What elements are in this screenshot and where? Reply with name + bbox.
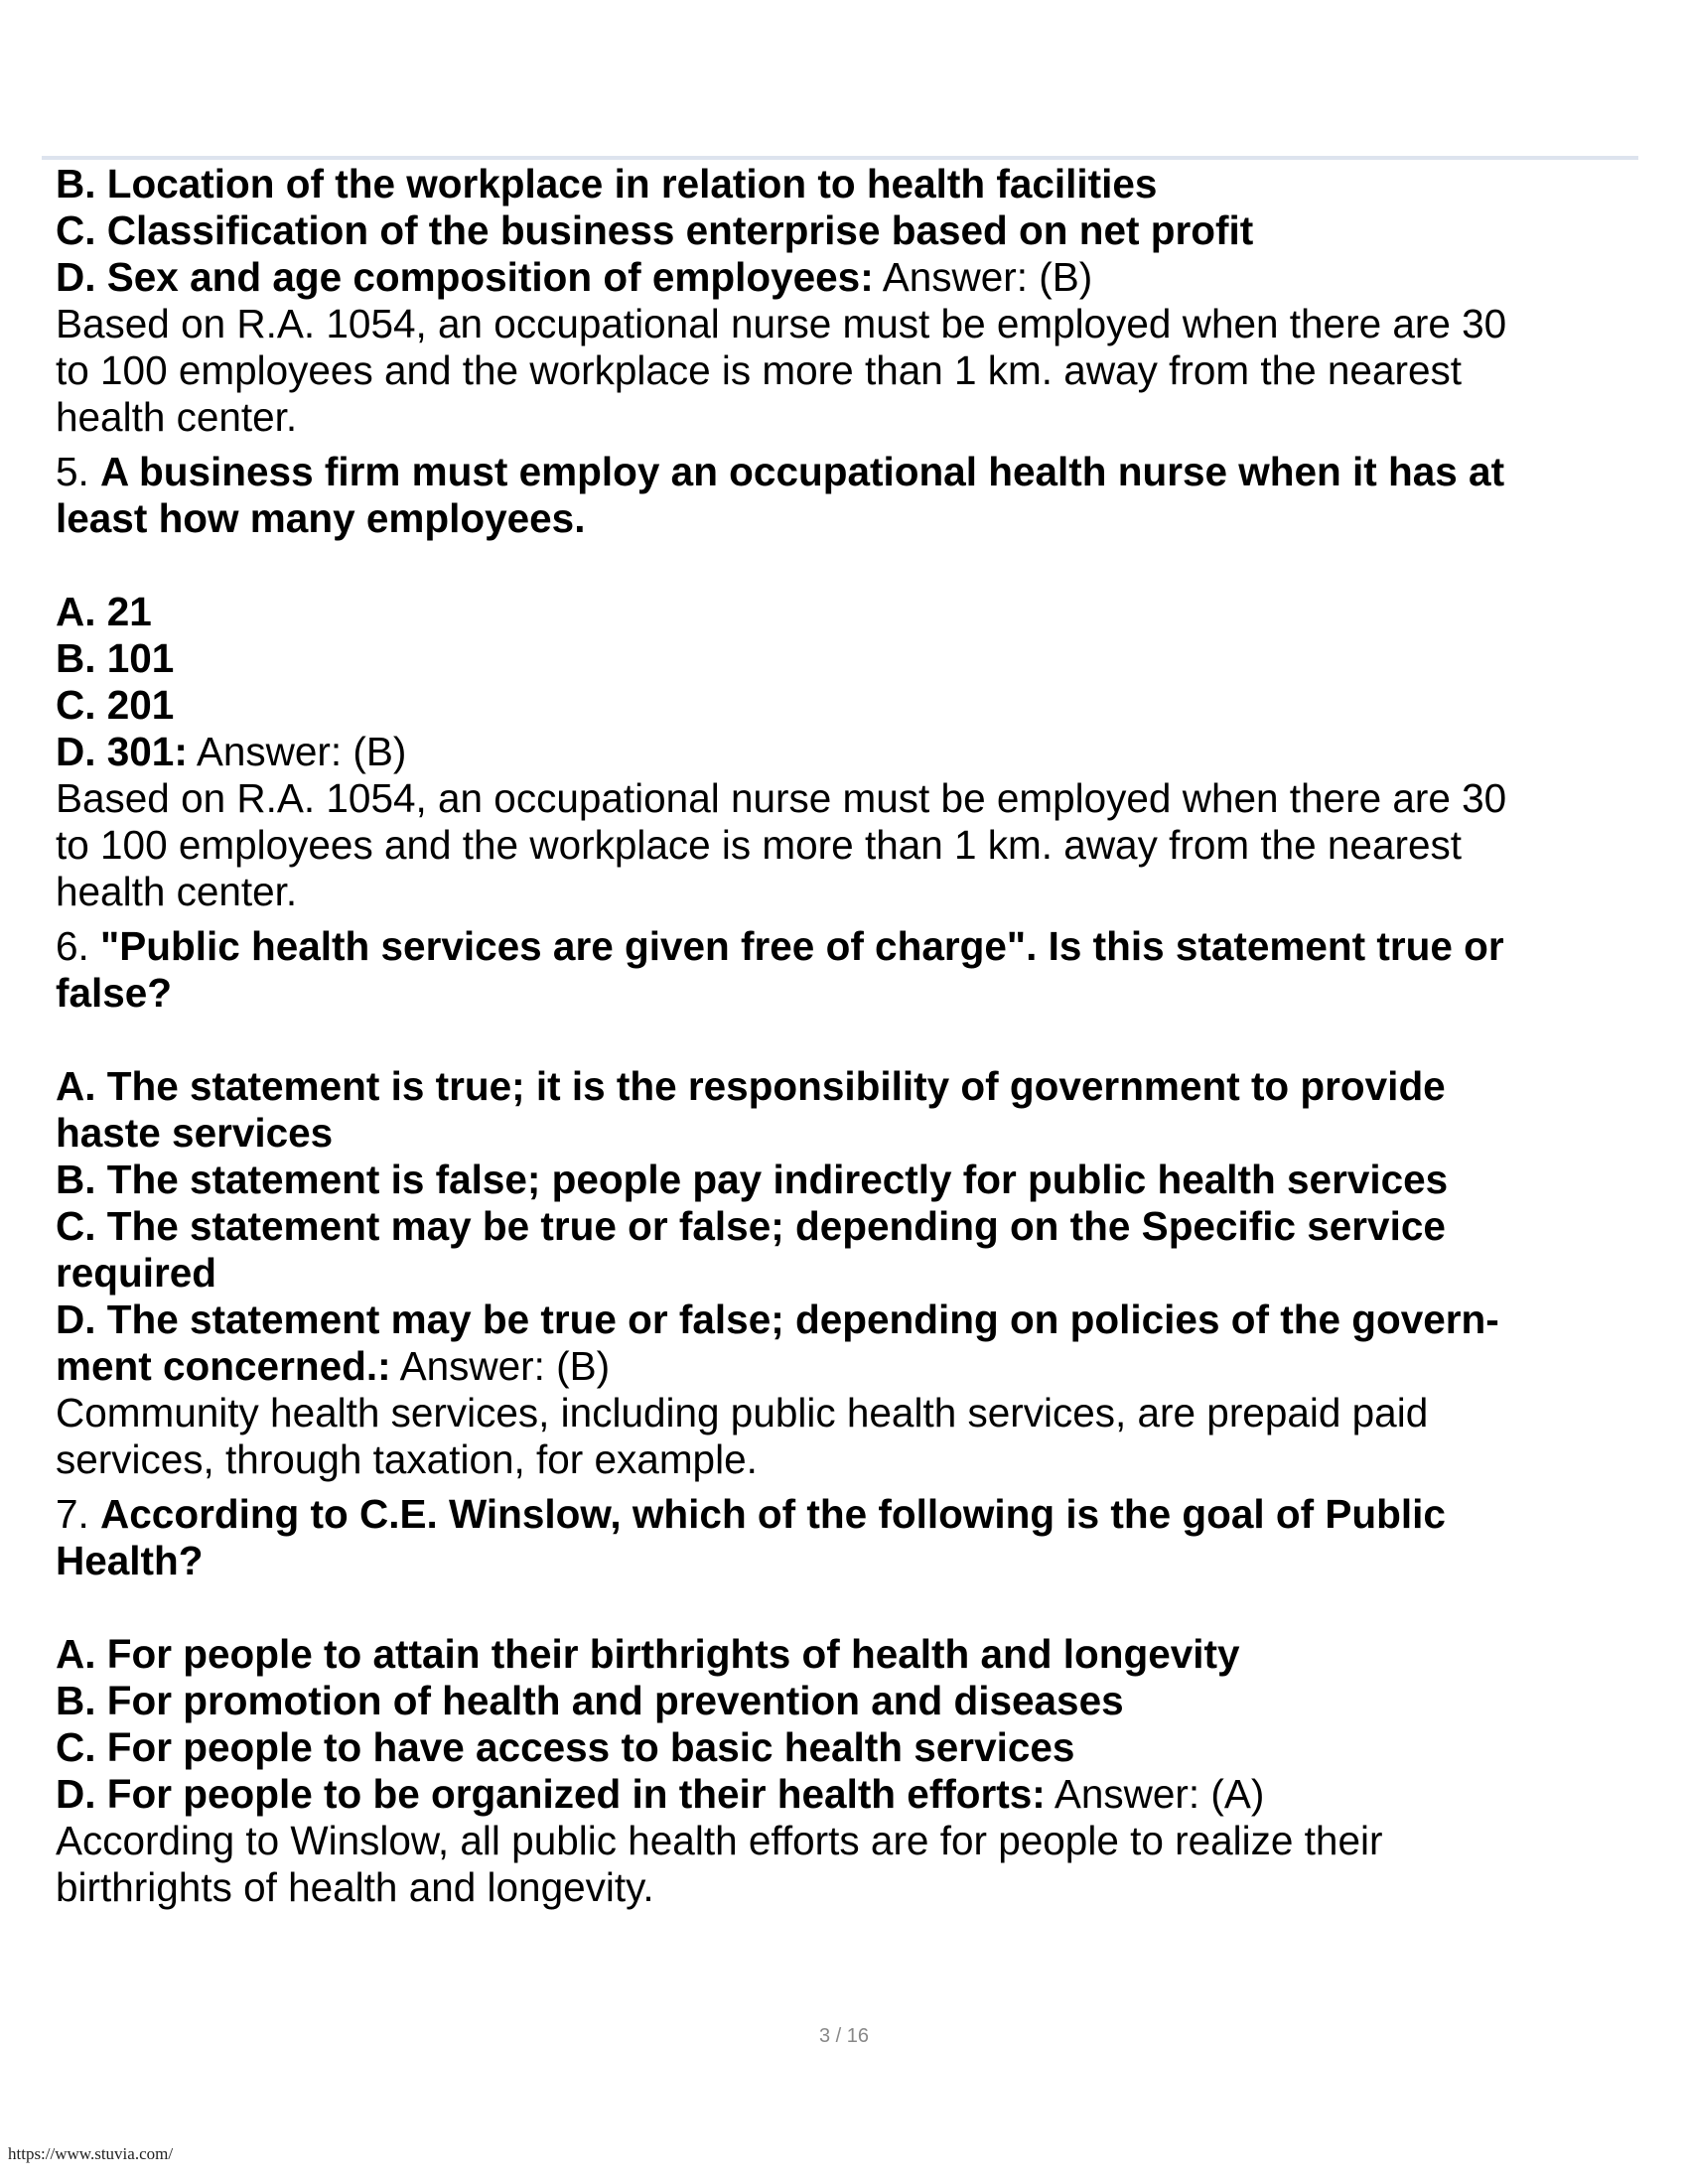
rationale-line: Based on R.A. 1054, an occupational nurse must be employed when there are 30 [56, 775, 1507, 821]
question-stem [56, 449, 1644, 495]
option-d-with-answer [56, 1343, 1644, 1390]
question-text: false? [56, 970, 173, 1016]
option-a: A. For people to attain their birthrights of health and longevity [56, 1631, 1240, 1677]
question-text: least how many employees. [56, 495, 586, 541]
rationale-line: to 100 employees and the workplace is more than 1 km. away from the nearest [56, 347, 1462, 393]
option-d: D. For people to be organized in their health efforts: [56, 1771, 1046, 1817]
question-7 [56, 1491, 1644, 1911]
rationale-line: According to Winslow, all public health efforts are for people to realize their [56, 1818, 1383, 1863]
answer: Answer: (B) [187, 729, 407, 774]
option-a: A. The statement is true; it is the responsibility of government to provide [56, 1063, 1446, 1109]
footer-url[interactable]: https://www.stuvia.com/ [8, 2144, 174, 2163]
option-c-continued: required [56, 1250, 217, 1296]
rationale-line: health center. [56, 869, 298, 914]
option-d-continued: ment concerned.: [56, 1343, 391, 1389]
question-number: 5. [56, 449, 101, 494]
option-a-continued: haste services [56, 1110, 334, 1156]
option-b: B. 101 [56, 635, 175, 681]
option-b: B. Location of the workplace in relation to health facilities [56, 161, 1158, 206]
rationale-line: Community health services, including public health services, are prepaid paid [56, 1390, 1429, 1435]
question-text: Health? [56, 1538, 204, 1583]
answer: Answer: (A) [1045, 1771, 1265, 1817]
question-number: 6. [56, 923, 101, 969]
option-c: C. For people to have access to basic health services [56, 1724, 1075, 1770]
option-c: C. Classification of the business enterprise based on net profit [56, 207, 1254, 253]
question-stem [56, 1491, 1644, 1538]
option-d: D. The statement may be true or false; depending on policies of the govern- [56, 1297, 1499, 1342]
rationale-line: health center. [56, 394, 298, 440]
answer: Answer: (B) [390, 1343, 611, 1389]
question-text: "Public health services are given free of charge". Is this statement true or [100, 923, 1504, 969]
document-body [56, 161, 1644, 1911]
question-5 [56, 449, 1644, 915]
question-text: According to C.E. Winslow, which of the following is the goal of Public [100, 1491, 1446, 1537]
question-4-tail [56, 161, 1644, 441]
question-text: A business firm must employ an occupational health nurse when it has at [100, 449, 1505, 494]
option-d: D. Sex and age composition of employees: [56, 254, 874, 300]
option-b: B. The statement is false; people pay indirectly for public health services [56, 1157, 1449, 1202]
answer: Answer: (B) [873, 254, 1093, 300]
rationale-line: Based on R.A. 1054, an occupational nurse must be employed when there are 30 [56, 301, 1507, 346]
option-d-with-answer [56, 729, 1644, 775]
option-d: D. 301: [56, 729, 188, 774]
option-d-with-answer [56, 1771, 1644, 1818]
rationale-line: birthrights of health and longevity. [56, 1864, 654, 1910]
rationale-line: to 100 employees and the workplace is more than 1 km. away from the nearest [56, 822, 1462, 868]
option-c: C. The statement may be true or false; depending on the Specific service [56, 1203, 1446, 1249]
question-6 [56, 923, 1644, 1483]
question-stem [56, 923, 1644, 970]
option-d-with-answer [56, 254, 1644, 301]
option-a: A. 21 [56, 589, 152, 634]
option-b: B. For promotion of health and prevention and diseases [56, 1678, 1124, 1723]
rationale-line: services, through taxation, for example. [56, 1436, 758, 1482]
option-c: C. 201 [56, 682, 175, 728]
header-divider [42, 156, 1638, 160]
page-number: 3 / 16 [818, 2025, 870, 2047]
question-number: 7. [56, 1491, 101, 1537]
